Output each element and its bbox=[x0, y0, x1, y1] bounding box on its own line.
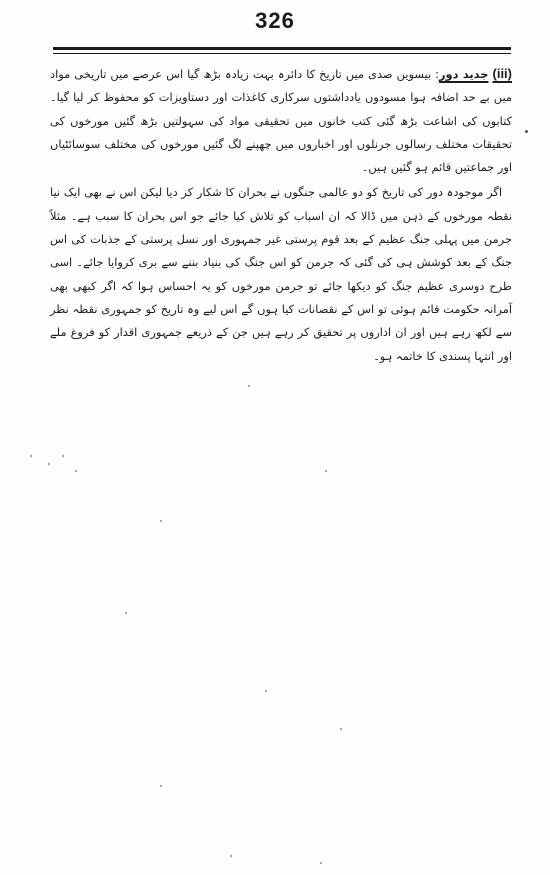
scan-speck bbox=[75, 470, 77, 472]
heading-colon: : bbox=[435, 67, 439, 81]
scan-speck bbox=[160, 785, 162, 787]
scan-speck bbox=[248, 385, 250, 387]
page-number: 326 bbox=[255, 8, 295, 33]
paragraph-1-text: بیسویں صدی میں تاریخ کا دائرہ بہت زیادہ بڑھ گیا اس عرصے میں تاریخی مواد میں بے حد اضافہ ہوا مسودوں یادداشتوں سرکاری کاغذات اور دستاویزات کو محفوظ کر لیا گیا۔ کتابوں کی اشاعت بڑھ گئی کتب خانوں میں تحقیقی مواد کی سہولتیں بڑھ گئیں مورخوں کی تحقیقات مختلف رسالوں جرنلوں اور اخباروں میں چھپنے لگ گئیں مورخوں کی مختلف سوسائٹیاں اور جماعتیں قائم ہو گئیں ہیں۔ bbox=[50, 67, 512, 175]
scan-speck bbox=[30, 455, 32, 457]
scan-speck bbox=[320, 862, 322, 864]
scan-speck bbox=[125, 612, 127, 614]
header-rule-thick bbox=[53, 47, 511, 50]
body-text bbox=[50, 62, 512, 368]
scan-speck bbox=[62, 455, 64, 457]
scan-speck bbox=[160, 520, 162, 522]
scan-speck bbox=[325, 470, 327, 472]
paragraph-1 bbox=[50, 62, 512, 179]
section-marker: (iii) bbox=[492, 66, 512, 81]
paragraph-2 bbox=[50, 181, 512, 367]
scan-speck bbox=[525, 130, 528, 133]
scan-speck bbox=[230, 855, 232, 857]
header-rule-thin bbox=[53, 53, 511, 54]
scan-speck bbox=[265, 690, 267, 692]
paragraph-2-text: اگر موجودہ دور کی تاریخ کو دو عالمی جنگوں نے بحران کا شکار کر دیا لیکن اس نے بھی ایک نیا نقطہ مورخوں کے ذہن میں ڈالا کہ ان اسباب کو تلاش کیا جائے جو اس بحران کا سبب ہے۔ مثلاً جرمن میں پہلی جنگ عظیم کے بعد قوم پرستی غیر جمہوری اور نسل پرستی کے جذبات کی اس جنگ کے بعد کوشش ہی کی گئی کہ جرمن کو اس جنگ کی بنیاد بننے سے بری کروایا جائے۔ اسی طرح دوسری عظیم جنگ کو دیکھا جائے تو جرمن مورخوں کو یہ احساس ہوا کہ اگر کبھی بھی آمرانہ حکومت قائم ہوئی تو اس کے نقصانات کیا ہوں گے اس لیے وہ تاریخ کو جمہوری نقطہ نظر سے لکھ رہے ہیں اور ان اداروں پر تحقیق کر رہے ہیں جن کے ذریعے جمہوری اقدار کو فروغ ملے اور انتہا پسندی کا خاتمہ ہو۔ bbox=[50, 185, 512, 363]
scan-speck bbox=[340, 728, 342, 730]
scan-speck bbox=[48, 463, 50, 465]
section-heading: جدید دور bbox=[438, 67, 489, 81]
